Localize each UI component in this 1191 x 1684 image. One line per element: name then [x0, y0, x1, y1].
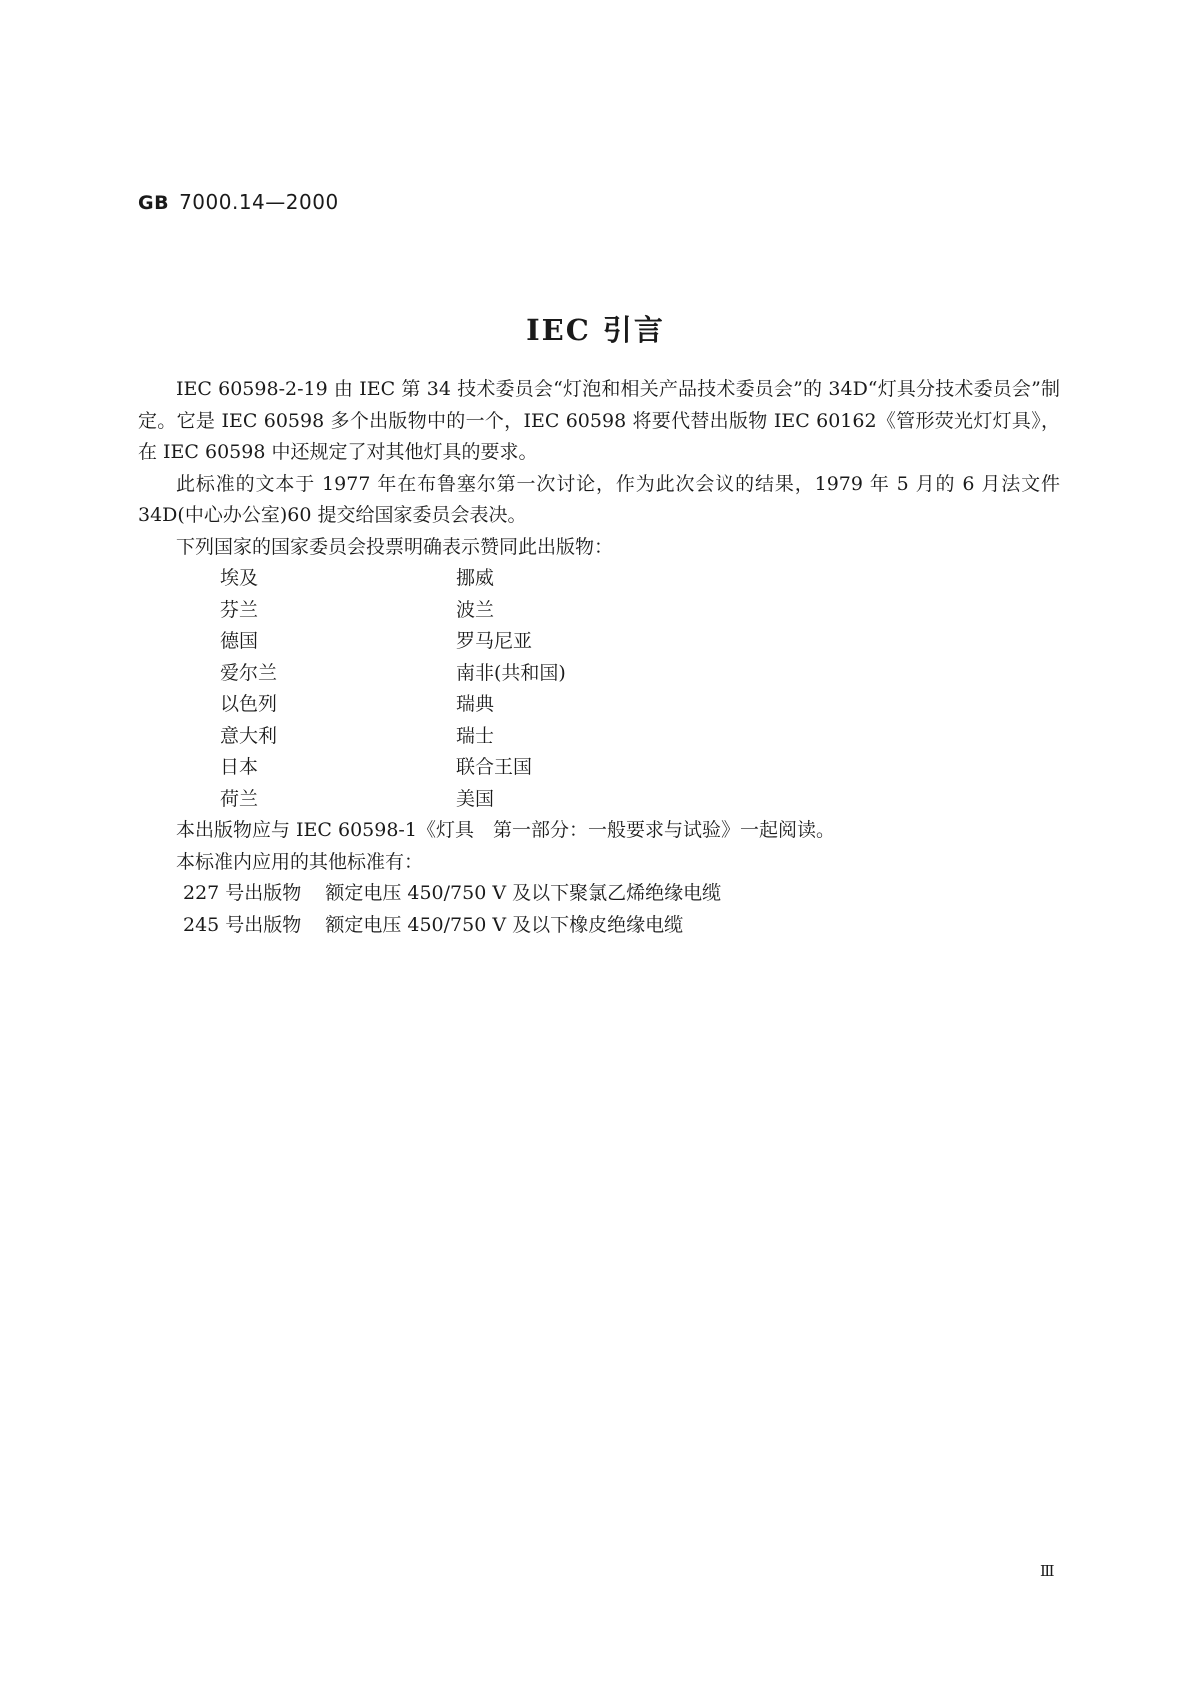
list-item [138, 563, 1060, 595]
country-name: 爱尔兰 [220, 661, 278, 684]
list-item [138, 595, 1060, 627]
list-item [138, 784, 1060, 816]
publication-number: 245 号出版物 [183, 913, 302, 936]
page-number: Ⅲ [1040, 1562, 1055, 1580]
paragraph-other-standards: 本标准内应用的其他标准有： [176, 850, 424, 873]
country-name: 挪威 [456, 567, 495, 589]
country-name: 瑞典 [456, 693, 495, 715]
standard-prefix: GB [138, 192, 170, 214]
country-name: 美国 [456, 787, 495, 810]
list-item [138, 626, 1060, 658]
list-item [138, 658, 1060, 690]
paragraph-origin: IEC 60598-2-19 由 IEC 第 34 技术委员会“灯泡和相关产品技术委员会”的 34D“灯具分技术委员会”制定。它是 IEC 60598 多个出版物中的一个，IEC 60598 将要代替出版物 IEC 60162《管形荧光灯灯具》，在 IEC 60598 中还规定了对其他灯具的要求。 [138, 378, 1060, 463]
country-list [138, 563, 1060, 815]
country-name: 联合王国 [456, 756, 533, 778]
country-name: 日本 [220, 756, 259, 778]
publication-description: 额定电压 450/750 V 及以下聚氯乙烯绝缘电缆 [325, 882, 722, 904]
standard-reference-245 [138, 910, 1060, 942]
country-name: 意大利 [220, 724, 278, 747]
list-item [138, 752, 1060, 784]
country-name: 德国 [220, 630, 259, 652]
publication-number: 227 号出版物 [183, 882, 302, 904]
page-title: IEC 引言 [526, 313, 665, 347]
country-name: 南非(共和国) [456, 661, 566, 684]
document-body [138, 374, 1060, 941]
paragraph-history: 此标准的文本于 1977 年在布鲁塞尔第一次讨论，作为此次会议的结果，1979 年 5 月的 6 月法文件 34D(中心办公室)60 提交给国家委员会表决。 [138, 472, 1060, 526]
standard-number: 7000.14—2000 [179, 190, 339, 214]
publication-description: 额定电压 450/750 V 及以下橡皮绝缘电缆 [325, 913, 684, 936]
country-name: 波兰 [456, 598, 495, 621]
list-item [138, 689, 1060, 721]
country-name: 以色列 [220, 693, 278, 715]
list-item [138, 721, 1060, 753]
standard-reference-227 [138, 878, 1060, 910]
country-name: 芬兰 [220, 598, 259, 621]
paragraph-read-with: 本出版物应与 IEC 60598-1《灯具 第一部分：一般要求与试验》一起阅读。 [176, 819, 835, 841]
country-name: 瑞士 [456, 724, 495, 747]
country-name: 荷兰 [220, 787, 259, 810]
country-name: 埃及 [220, 567, 259, 589]
paragraph-voting-intro: 下列国家的国家委员会投票明确表示赞同此出版物： [176, 535, 614, 558]
country-name: 罗马尼亚 [456, 630, 533, 652]
document-code [138, 190, 339, 214]
